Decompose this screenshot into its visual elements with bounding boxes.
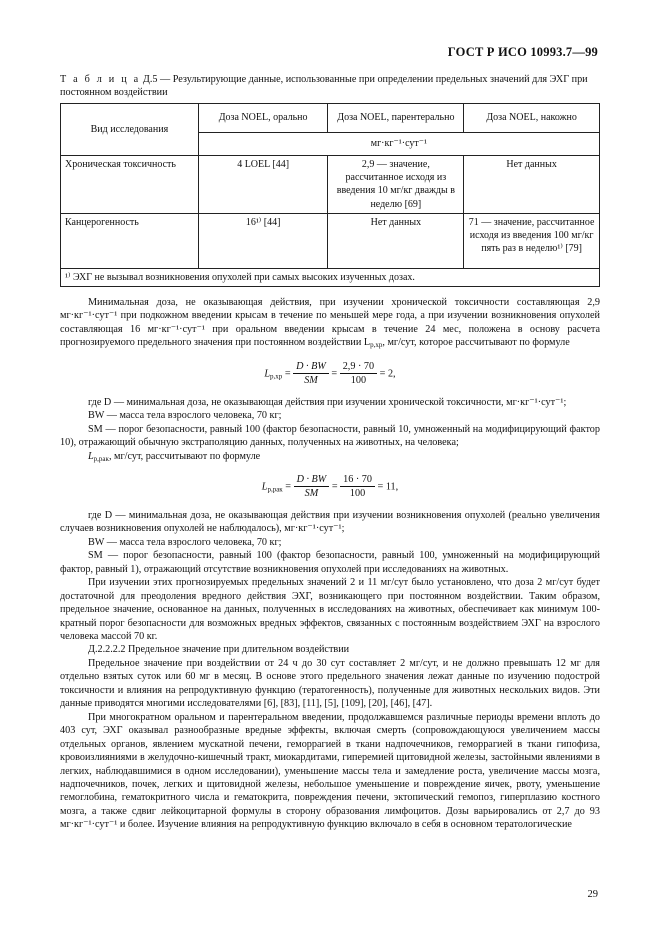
table-caption [60,74,600,100]
cell-parenteral: 2,9 — значение, рассчитанное исходя из введения 10 мг/кг дважды в неделю [69] [328,156,464,214]
paragraph: При изучении этих прогнозируемых предельных значений 2 и 11 мг/сут было установлено, что доза 2 мг/сут будет достаточной для преодоления вредного действия ЭХГ, возникающего при постоянном воздействии. Таким образом, предельное значение, основанное на данных, полученных в исследованиях на животных, обеспечивает как минимум 100-кратный порог безопасности для возможных вредных эффектов, связанных с постоянным воздействием ЭХГ на взрослого человека массой 70 кг. [60,577,600,642]
table-footnote: ¹⁾ ЭХГ не вызывал возникновения опухолей при самых высоких изученных дозах. [61,268,600,286]
col-header-oral: Доза NOEL, орально [198,104,328,133]
col-header-parenteral: Доза NOEL, парентерально [328,104,464,133]
cell-dermal: 71 — значение, рассчитанное исходя из введения 100 мг/кг пять раз в неделю¹⁾ [79] [464,213,600,268]
paragraph: Минимальная доза, не оказывающая действия, при изучении хронической токсичности составляющая 2,9 мг·кг⁻¹·сут⁻¹ при подкожном введении крысам в течение по меньшей мере года, а при изучении возникновения опухолей составляющая 16 мг·кг⁻¹·сут⁻¹ при оральном введении крысам в течение 24 мес, положена в основу расчета прогнозируемого предельного значения при постоянном воздействии $L_{p,xp}$, мг/сут, которое рассчитывают по формуле [60,297,600,350]
paragraph: где D — минимальная доза, не оказывающая действия при изучении возникновения опухолей (реально увеличения случаев возникновения опухолей не наблюдалось), мг·кг⁻¹·сут⁻¹; [60,509,600,535]
cell-oral: 16¹⁾ [44] [198,213,328,268]
body-text [60,296,600,832]
col-header-dermal: Доза NOEL, накожно [464,104,600,133]
formula-chronic: $L_{p,xp}$ = $\frac{D \cdot BW}{SM}$ = $\frac{2,9 \cdot 70}{100}$ = 2, [264,360,396,387]
paragraph: SM — порог безопасности, равный 100 (фактор безопасности, равный 100, умноженный на модифицирующий фактор, равный 1), отражающий отсутствие возникновения опухолей при исследованиях на животных. [60,550,600,575]
paragraph: При многократном оральном и парентеральном введении, продолжавшемся различные периоды времени вплоть до 403 сут, ЭХГ оказывал разнообразные вредные эффекты, включая смерть (сопровождающуюся увеличением массы отдельных органов, явлением мускатной печени, геморрагией в ткани надпочечников, геморрагией в ткани гипофиза, кровоизлияниями в желудочно-кишечный тракт, миокардитами, гиперемией щитовидной железы, застойными явлениями в легких, наблюдавшимися в одном исследовании), уменьшение массы тела и замедление роста, увеличение массы мозга, надпочечников, почек, легких и щитовидной железы, небольшое уменьшение и повреждение яичек, рвоту, уменьшение гемоглобина, гематокритного числа и гематокрита, повреждения печени, эктопический гемопоз, гиперплазию костного мозга, а также сдвиг лейкоцитарной формулы в сторону образования лимфоцитов. Дозы варьировались от 2,7 до 93 мг·кг⁻¹·сут⁻¹ и более. Изучение влияния на репродуктивную функцию включало в себя в основном тератологические [60,711,600,831]
cell-oral: 4 LOEL [44] [198,156,328,214]
paragraph: SM — порог безопасности, равный 100 (фактор безопасности, равный 10, умноженный на модифицирующий фактор 10), отражающий обычную экстраполяцию данных, полученных на животных, на человека; [60,423,600,449]
paragraph: BW — масса тела взрослого человека, 70 кг; [88,536,282,548]
section-heading: Д.2.2.2.2 Предельное значение при длительном воздействии [88,644,350,656]
table-caption-number: Д.5 [142,74,158,85]
paragraph: BW — масса тела взрослого человека, 70 кг; [88,410,282,422]
table-caption-label: Т а б л и ц а [60,74,141,85]
cell-dermal: Нет данных [464,156,600,214]
page-number: 29 [587,889,598,900]
paragraph: Предельное значение при воздействии от 24 ч до 30 сут составляет 2 мг/сут, и не должно превышать 12 мг для отдельно взятых суток или 60 мг в месяц. В основе этого предельного значения лежат данные по изучению подострой токсичности и влияния на репродуктивную функцию (тератогенность), полученные для животных нескольких видов. Эти данные приводятся многими исследователями [6], [83], [11], [5], [109], [20], [46], [47]. [60,657,600,710]
table-caption-text: — Результирующие данные, использованные при определении предельных значений для ЭХГ при постоянном воздействии [60,74,588,98]
unit-row: мг·кг⁻¹·сут⁻¹ [198,133,599,156]
paragraph: $L_{p,рак}$, мг/сут, рассчитывают по формуле [88,450,261,463]
row-name: Канцерогенность [61,213,199,268]
document-id: ГОСТ Р ИСО 10993.7—99 [447,45,598,59]
formula-cancer: $L_{p,рак}$ = $\frac{D \cdot BW}{SM}$ = $\frac{16 \cdot 70}{100}$ = 11, [261,473,399,500]
results-table [60,103,600,287]
paragraph: где D — минимальная доза, не оказывающая действия при изучении хронической токсичности, мг·кг⁻¹·сут⁻¹; [88,396,567,408]
col-header-study: Вид исследования [61,104,199,156]
cell-parenteral: Нет данных [328,213,464,268]
row-name: Хроническая токсичность [61,156,199,214]
